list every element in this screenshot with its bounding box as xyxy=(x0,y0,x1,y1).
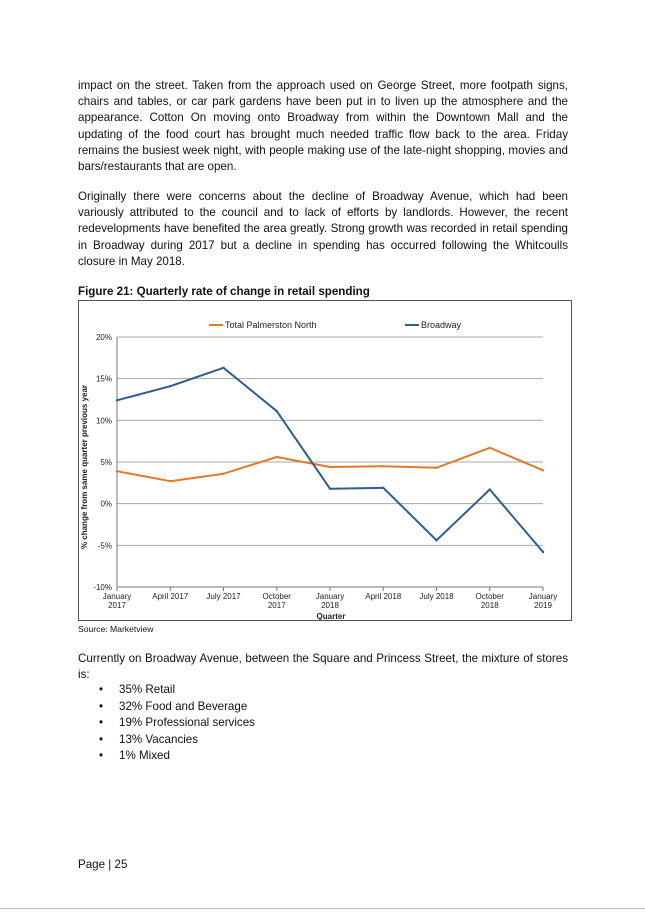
x-tick-label: January xyxy=(102,592,132,601)
figure-title: Figure 21: Quarterly rate of change in retail spending xyxy=(78,285,370,298)
data-point xyxy=(542,469,544,471)
x-tick-label: October xyxy=(475,592,504,601)
legend-label: Broadway xyxy=(421,320,462,330)
x-tick-label: January xyxy=(528,592,558,601)
y-axis-title: % change from same quarter previous year xyxy=(80,384,89,550)
x-tick-label: 2017 xyxy=(267,601,286,610)
data-point xyxy=(116,399,118,401)
x-tick-label: April 2017 xyxy=(152,592,189,601)
paragraph-concerns: Originally there were concerns about the decline of Broadway Avenue, which had been variously attributed to the council and to lack of efforts by landlords. However, the recent redevelopments have benefited the area greatly. Strong growth was recorded in retail spending in Broadway during 2017 but a decline in spending has occurred following the Whitcoulls closure in May 2018. xyxy=(78,190,568,268)
page-number: Page | 25 xyxy=(78,858,128,871)
y-tick-label: 10% xyxy=(95,416,112,426)
paragraph-mixture: Currently on Broadway Avenue, between the Square and Princess Street, the mixture of stores is: xyxy=(78,652,568,682)
legend-label: Total Palmerston North xyxy=(225,320,317,330)
data-point xyxy=(382,487,384,489)
y-tick-label: 0% xyxy=(100,499,112,509)
data-point xyxy=(222,367,224,369)
series-line-total-palmerston-north xyxy=(117,448,543,481)
data-point xyxy=(329,466,331,468)
x-axis-title: Quarter xyxy=(316,612,346,620)
series-line-broadway xyxy=(117,368,543,552)
data-point xyxy=(116,470,118,472)
x-tick-label: July 2017 xyxy=(206,592,241,601)
paragraph-intro: impact on the street. Taken from the approach used on George Street, more footpath signs, chairs and tables, or car park gardens have been put in to liven up the atmosphere and the appearance. Cotton On moving onto Broadway from within the Downtown Mall and the updating of the food court has brought much needed traffic flow back to the area. Friday remains the busiest week night, with people making use of the late-night shopping, movies and bars/restaurants that are open. xyxy=(78,79,568,174)
retail-spending-chart xyxy=(78,300,572,621)
y-tick-label: -10% xyxy=(93,583,112,592)
y-tick-label: 15% xyxy=(95,374,112,384)
chart-svg xyxy=(79,301,571,620)
x-tick-label: April 2018 xyxy=(365,592,402,601)
x-tick-label: October xyxy=(262,592,291,601)
data-point xyxy=(276,456,278,458)
x-tick-label: 2019 xyxy=(534,601,552,610)
store-mix-item: • 32% Food and Beverage xyxy=(78,699,255,716)
x-tick-label: 2018 xyxy=(321,601,339,610)
x-tick-label: 2017 xyxy=(108,601,126,610)
data-point xyxy=(169,480,171,482)
data-point xyxy=(382,465,384,467)
data-point xyxy=(542,551,544,553)
data-point xyxy=(435,539,437,541)
data-point xyxy=(169,385,171,387)
store-mix-item: • 35% Retail xyxy=(78,682,255,699)
store-mix-item: • 13% Vacancies xyxy=(78,732,255,749)
x-tick-label: July 2018 xyxy=(419,592,454,601)
page-bottom-rule xyxy=(0,908,645,909)
store-mix-item: • 1% Mixed xyxy=(78,748,255,765)
data-point xyxy=(435,467,437,469)
y-tick-label: 20% xyxy=(95,333,112,342)
data-point xyxy=(222,472,224,474)
y-tick-label: -5% xyxy=(97,541,112,551)
x-tick-label: January xyxy=(315,592,345,601)
data-point xyxy=(489,447,491,449)
store-mix-item: • 19% Professional services xyxy=(78,715,255,732)
store-mix-list xyxy=(78,682,255,765)
data-point xyxy=(329,487,331,489)
data-point xyxy=(276,410,278,412)
y-tick-label: 5% xyxy=(100,458,112,467)
x-tick-label: 2018 xyxy=(480,601,499,610)
data-point xyxy=(489,488,491,490)
figure-source: Source: Marketview xyxy=(78,624,154,634)
